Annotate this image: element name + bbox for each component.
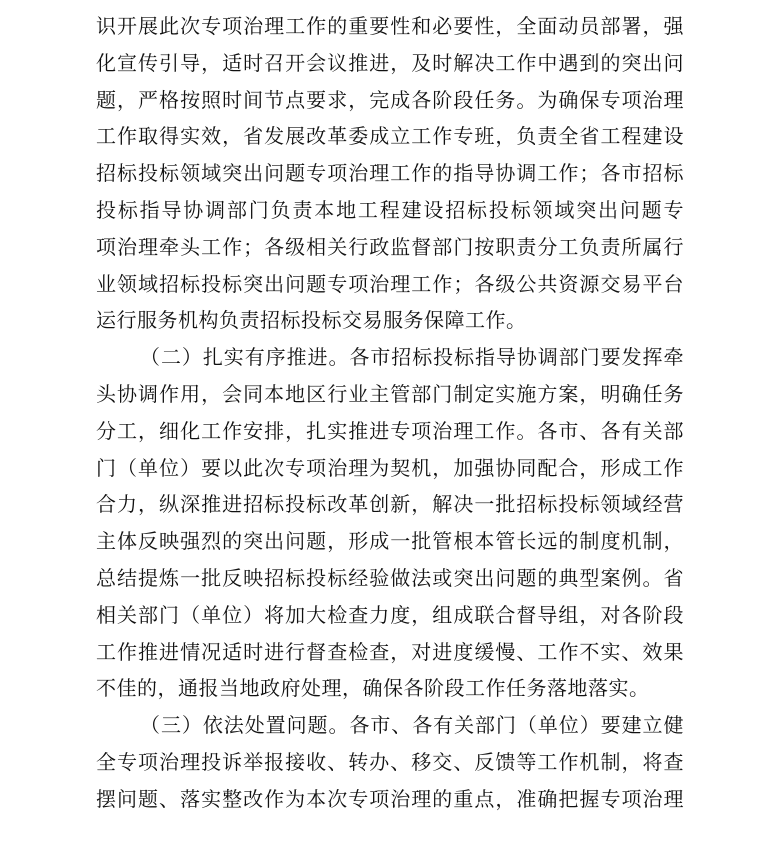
text-line: 业领域招标投标突出问题专项治理工作；各级公共资源交易平台 — [96, 271, 684, 296]
text-line: 题，严格按照时间节点要求，完成各阶段任务。为确保专项治理 — [96, 87, 684, 112]
text-line: 投标指导协调部门负责本地工程建设招标投标领域突出问题专 — [96, 197, 684, 222]
text-line: 头协调作用，会同本地区行业主管部门制定实施方案，明确任务 — [96, 381, 684, 406]
body-text — [96, 8, 684, 818]
text-line: 相关部门（单位）将加大检查力度，组成联合督导组，对各阶段 — [96, 602, 684, 627]
text-line: 工作推进情况适时进行督查检查，对进度缓慢、工作不实、效果 — [96, 639, 684, 664]
text-line: 招标投标领域突出问题专项治理工作的指导协调工作；各市招标 — [96, 161, 684, 186]
text-line: 工作取得实效，省发展改革委成立工作专班，负责全省工程建设 — [96, 124, 684, 149]
text-line: （三）依法处置问题。各市、各有关部门（单位）要建立健 — [140, 713, 684, 738]
text-line: 识开展此次专项治理工作的重要性和必要性，全面动员部署，强 — [96, 14, 684, 38]
text-line: 化宣传引导，适时召开会议推进，及时解决工作中遇到的突出问 — [96, 50, 684, 75]
text-line: 合力，纵深推进招标投标改革创新，解决一批招标投标领域经营 — [96, 492, 684, 517]
text-line: 不佳的，通报当地政府处理，确保各阶段工作任务落地落实。 — [96, 676, 650, 701]
text-line: 全专项治理投诉举报接收、转办、移交、反馈等工作机制，将查 — [96, 749, 684, 774]
text-line: 项治理牵头工作；各级相关行政监督部门按职责分工负责所属行 — [96, 234, 684, 259]
text-line: （二）扎实有序推进。各市招标投标指导协调部门要发挥牵 — [140, 345, 684, 370]
text-line: 门（单位）要以此次专项治理为契机，加强协同配合，形成工作 — [96, 455, 684, 480]
text-line: 总结提炼一批反映招标投标经验做法或突出问题的典型案例。省 — [96, 565, 684, 590]
text-line: 运行服务机构负责招标投标交易服务保障工作。 — [96, 308, 527, 333]
text-line: 分工，细化工作安排，扎实推进专项治理工作。各市、各有关部 — [96, 418, 684, 443]
text-line: 主体反映强烈的突出问题，形成一批管根本管长远的制度机制， — [96, 529, 684, 554]
text-line: 摆问题、落实整改作为本次专项治理的重点，准确把握专项治理 — [96, 786, 684, 811]
